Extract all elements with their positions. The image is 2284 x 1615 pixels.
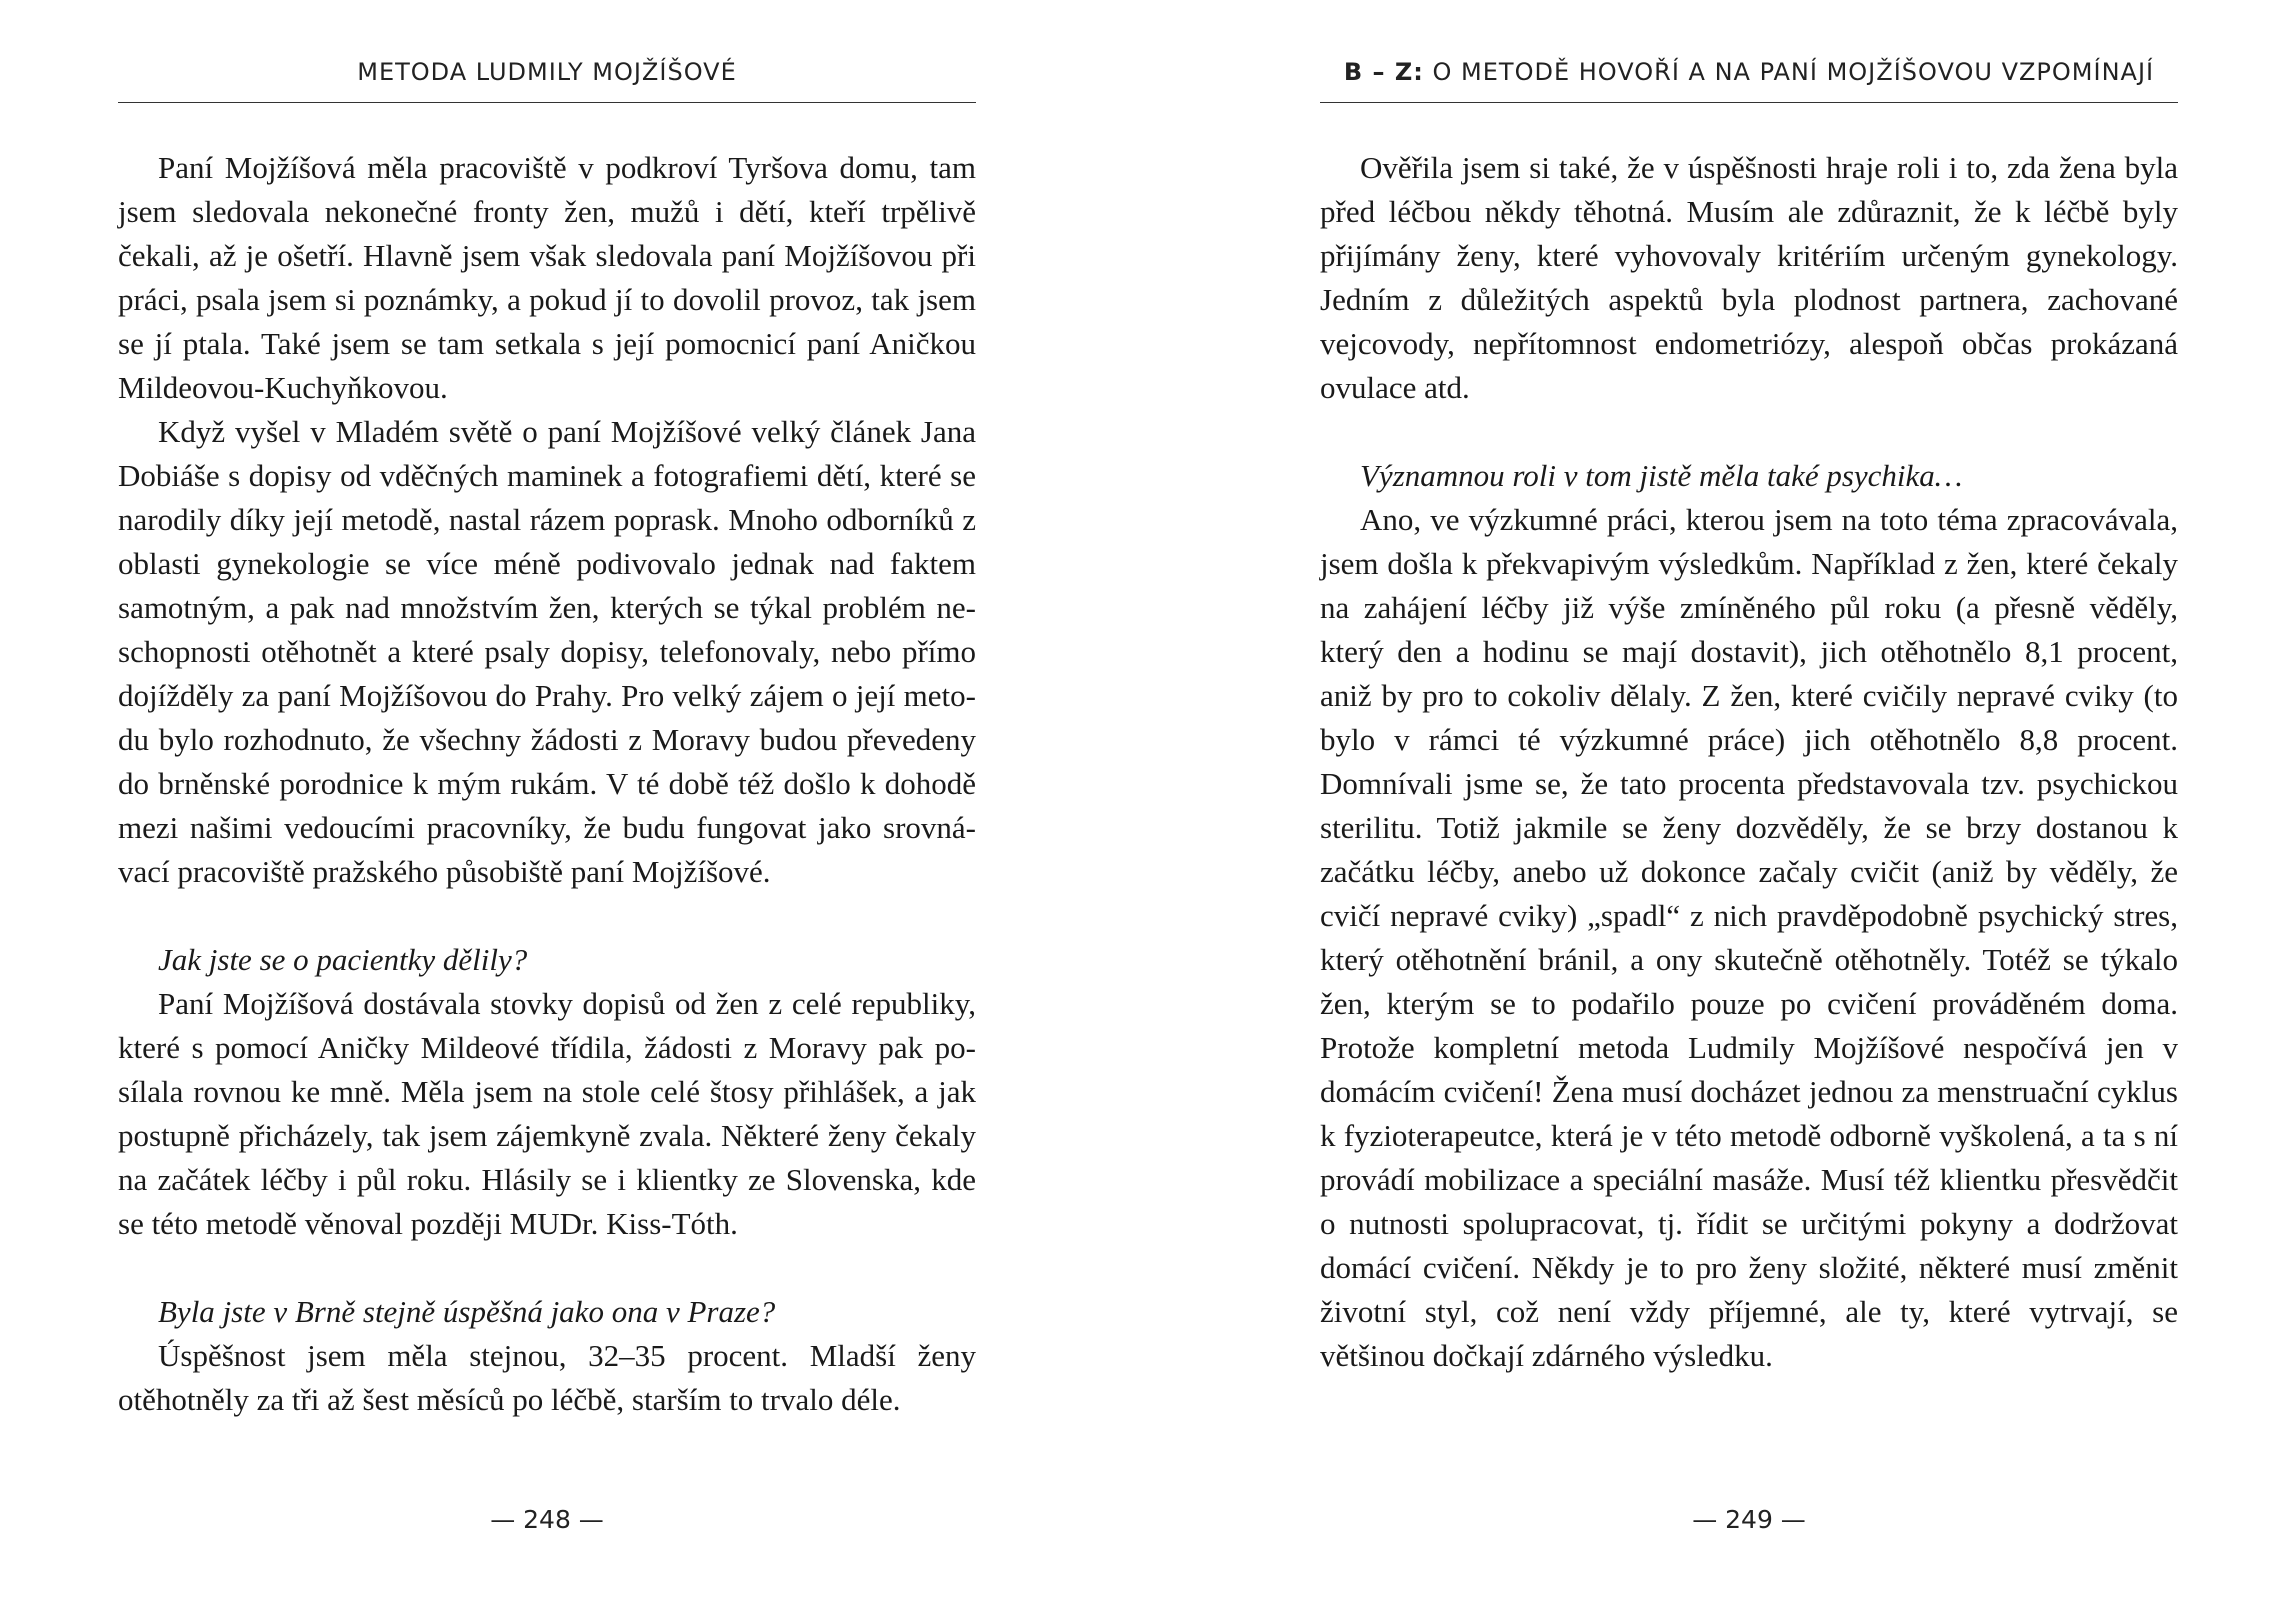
running-head-title: O METODĚ HOVOŘÍ A NA PANÍ MOJŽÍŠOVOU VZPOMÍNAJÍ xyxy=(1423,58,2155,86)
page-number: — 249 — xyxy=(1692,1505,1806,1534)
interview-question: Jak jste se o pacientky dělily? xyxy=(158,942,528,977)
paragraph: Když vyšel v Mladém světě o paní Mojžíšové velký článek Jana Dobiáše s dopisy od vděčných maminek a fotografiemi dětí, které se narodily díky její metodě, nastal rázem poprask. Mnoho odborníků z oblasti gynekologie se více méně podivovalo jednak nad faktem samotným, a pak nad množstvím žen, kterých se týkal problém neschopnosti otěhotnět a které psaly dopisy, telefonovaly, nebo přímo dojížděly za paní Mojžíšovou do Prahy. Pro velký zájem o její metodu bylo rozhodnuto, že všechny žádosti z Moravy budou převedeny do brněnské porodnice k mým rukám. V té době též došlo k dohodě mezi našimi vedoucími pracovníky, že budu fungovat jako srovnávací pracoviště pražského působiště paní Mojžíšové. xyxy=(118,414,976,889)
header-rule xyxy=(118,102,976,103)
body-text-left xyxy=(118,146,976,1422)
paragraph: Paní Mojžíšová měla pracoviště v podkroví Tyršova domu, tam jsem sledovala nekonečné fronty žen, mužů i dětí, kteří trpělivě čekali, až je ošetří. Hlavně jsem však sledovala paní Mojžíšovou při práci, psala jsem si poznámky, a pokud jí to dovolil provoz, tak jsem se jí ptala. Také jsem se tam setkala s její pomocnicí paní Aničkou Mildeovou-Kuchyňkovou. xyxy=(118,150,976,405)
interview-question: Byla jste v Brně stejně úspěšná jako ona v Praze? xyxy=(158,1294,776,1329)
right-page xyxy=(1142,0,2284,1615)
page-number: — 248 — xyxy=(490,1505,604,1534)
paragraph: Ano, ve výzkumné práci, kterou jsem na toto téma zpracovávala, jsem došla k překvapivým výsledkům. Například z žen, které čekaly na zahájení léčby již výše zmíněného půl roku (a přesně věděly, který den a hodinu se mají dostavit), jich otěhotnělo 8,1 procent, aniž by pro to cokoliv dělaly. Z žen, které cvičily nepravé cviky (to bylo v rámci té výzkumné práce) jich otěhotnělo 8,8 procent. Domnívali jsme se, že tato procenta představovala tzv. psychickou sterilitu. Totiž jakmile se ženy dozvěděly, že se brzy dostanou k začátku léčby, anebo už dokonce začaly cvičit (aniž by věděly, že cvičí nepravé cviky) „spadl“ z nich pravděpodobně psychický stres, který otěhotnění bránil, a ony skutečně otěhotněly. Totéž se týkalo žen, kterým se to podařilo pouze po cvičení prováděném doma. Protože kompletní metoda Ludmily Mojžíšové nespočívá jen v domácím cvičení! Žena musí docházet jednou za menstruační cyklus k fyzioterapeutce, která je v této metodě odborně vyškolená, a ta s ní provádí mobilizace a speciální masáže. Musí též klientku přesvědčit o nutnosti spolupracovat, tj. řídit se určitými pokyny a dodržovat domácí cvičení. Někdy je to pro ženy složité, některé musí změnit životní styl, což není vždy příjemné, ale ty, které vytrvají, se většinou dočkají zdárného výsledku. xyxy=(1320,502,2178,1373)
body-text-right xyxy=(1320,146,2178,1378)
running-head-label: B – Z: xyxy=(1343,58,1424,86)
interview-question: Významnou roli v tom jistě měla také psychika… xyxy=(1360,458,1963,493)
header-rule xyxy=(1320,102,2178,103)
paragraph: Úspěšnost jsem měla stejnou, 32–35 procent. Mladší ženy otěhotněly za tři až šest měsíců po léčbě, starším to trvalo déle. xyxy=(118,1338,976,1417)
running-head-right xyxy=(1320,52,2178,92)
running-head-left: METODA LUDMILY MOJŽÍŠOVÉ xyxy=(357,58,737,86)
paragraph: Ověřila jsem si také, že v úspěšnosti hraje roli i to, zda žena byla před léčbou někdy těhotná. Musím ale zdůraznit, že k léčbě byly přijímány ženy, které vyhovovaly kritériím určeným gynekology. Jedním z důležitých aspektů byla plodnost partnera, zachované vejcovody, nepřítomnost endometriózy, alespoň občas prokázaná ovulace atd. xyxy=(1320,150,2178,405)
paragraph: Paní Mojžíšová dostávala stovky dopisů od žen z celé republiky, které s pomocí Aničky Mildeové třídila, žádosti z Moravy pak posílala rovnou ke mně. Měla jsem na stole celé štosy přihlášek, a jak postupně přicházely, tak jsem zájemkyně zvala. Některé ženy čekaly na začátek léčby i půl roku. Hlásily se i klientky ze Slovenska, kde se této metodě věnoval později MUDr. Kiss-Tóth. xyxy=(118,986,976,1241)
